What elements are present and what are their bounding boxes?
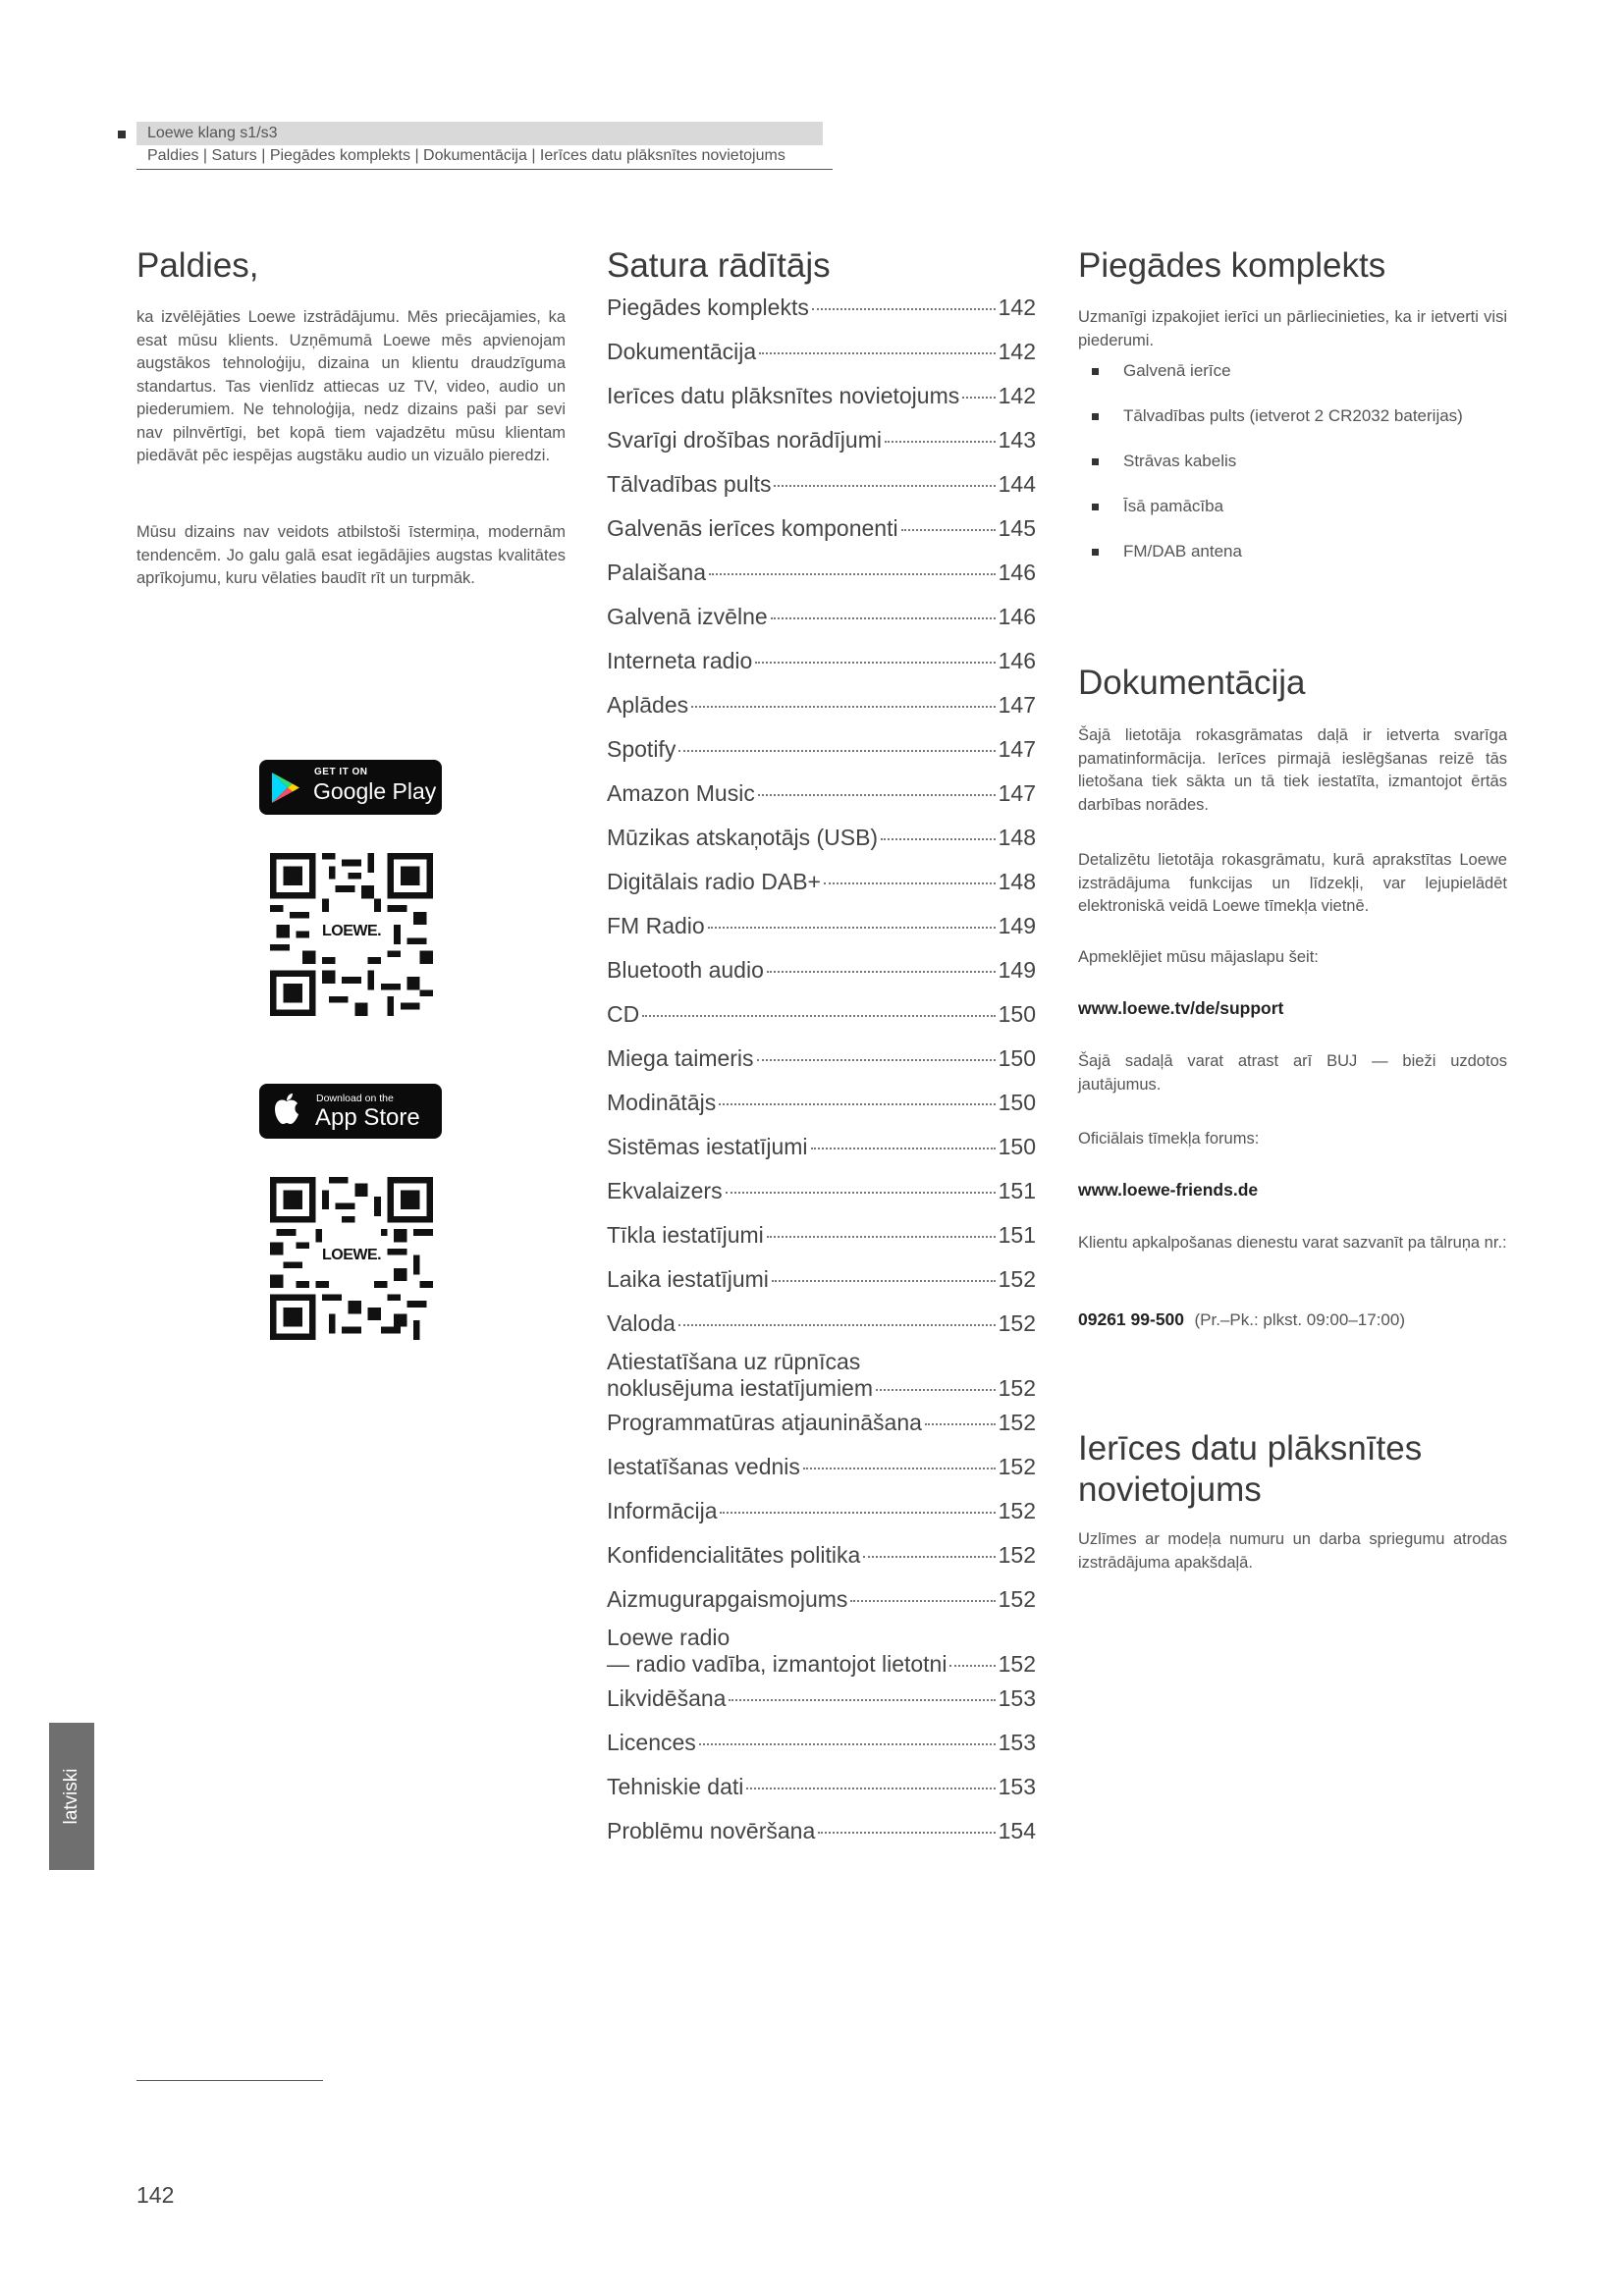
toc-leader-dots [962, 397, 995, 399]
toc-leader-dots [811, 1148, 996, 1149]
toc-item-label: Interneta radio [607, 648, 753, 673]
toc-leader-dots [767, 971, 996, 973]
toc-item[interactable] [607, 1625, 1036, 1678]
phone-number: 09261 99-500 [1078, 1309, 1185, 1329]
toc-item-label: CD [607, 1001, 640, 1027]
toc-item-page: 152 [998, 1498, 1036, 1523]
docs-paragraph-4: Šajā sadaļā varat atrast arī BUJ — bieži uzdotos jautājumus. [1078, 1052, 1507, 1094]
toc-item-page: 142 [998, 294, 1036, 320]
toc-item-label: Licences [607, 1730, 696, 1755]
toc-item-page: 148 [998, 869, 1036, 894]
toc-item-label: FM Radio [607, 913, 705, 938]
docs-paragraph-3: Apmeklējiet mūsu mājaslapu šeit: [1078, 948, 1319, 966]
qr-logo-1: LOEWE. [322, 923, 382, 939]
toc-item-page: 152 [998, 1651, 1036, 1677]
toc-leader-dots [758, 794, 996, 796]
toc-item-page: 146 [998, 648, 1036, 673]
toc-item-label: Aizmugurapgaismojums [607, 1586, 848, 1612]
toc-leader-dots [885, 441, 996, 443]
toc-item-label: noklusējuma iestatījumiem [607, 1375, 874, 1401]
toc-item-page: 153 [998, 1730, 1036, 1755]
google-play-label: Google Play [313, 778, 437, 804]
toc-item-label: Programmatūras atjaunināšana [607, 1410, 922, 1435]
toc-item-label: Galvenās ierīces komponenti [607, 515, 898, 541]
toc-leader-dots [755, 662, 995, 664]
plate-heading: Ierīces datu plāksnītes novietojums [1078, 1429, 1423, 1509]
app-store-label: App Store [315, 1104, 420, 1131]
toc-item[interactable] [607, 869, 1036, 895]
toc-item-label: Tālvadības pults [607, 471, 772, 497]
toc-item-page: 148 [998, 825, 1036, 850]
toc-item[interactable] [607, 1818, 1036, 1844]
toc-item-label: Miega taimeris [607, 1045, 754, 1071]
toc-item[interactable] [607, 1498, 1036, 1524]
toc-item-page: 150 [998, 1090, 1036, 1115]
docs-paragraph-5: Oficiālais tīmekļa forums: [1078, 1130, 1260, 1148]
toc-leader-dots [691, 706, 996, 708]
delivery-list [1078, 361, 1463, 587]
toc-item-page: 152 [998, 1310, 1036, 1336]
toc-item-label: Galvenā izvēlne [607, 604, 768, 629]
toc-leader-dots [863, 1556, 995, 1558]
toc-item-page: 152 [998, 1266, 1036, 1292]
toc-item-page: 151 [998, 1222, 1036, 1248]
toc-item-page: 143 [998, 427, 1036, 453]
toc-item[interactable] [607, 1774, 1036, 1800]
toc-item-label: Digitālais radio DAB+ [607, 869, 821, 894]
toc-item[interactable] [607, 1178, 1036, 1204]
toc-item-label: Tehniskie dati [607, 1774, 744, 1799]
toc-item-page: 142 [998, 383, 1036, 408]
breadcrumb: Paldies | Saturs | Piegādes komplekts | Dokumentācija | Ierīces datu plāksnītes novietojums [147, 147, 785, 164]
toc-item-page: 144 [998, 471, 1036, 497]
toc-item-page: 152 [998, 1410, 1036, 1435]
toc-item-label: Mūzikas atskaņotājs (USB) [607, 825, 879, 850]
toc-leader-dots [759, 352, 995, 354]
app-store-badge[interactable] [259, 1084, 442, 1139]
toc-item[interactable] [607, 294, 1036, 321]
toc-item[interactable] [607, 1045, 1036, 1072]
toc-item-label: Ierīces datu plāksnītes novietojums [607, 383, 960, 408]
thanks-paragraph-1: ka izvēlējāties Loewe izstrādājumu. Mēs priecājamies, ka esat mūsu klients. Uzņēmumā Loewe mēs apvienojam augstākos tehnoloģiju, dizaina un klientu draudzīguma standartus. Tas vienlīdz attiecas uz TV, video, audio un piederumiem. Ne tehnoloģija, nedz dizains paši par sevi nav pilnvērtīgi, bet kopā tiem vajadzētu mūsu klientam piedāvāt pēc iespējas augstāku audio un vizuālo pieredzi. [136, 308, 566, 464]
toc-leader-dots [850, 1600, 995, 1602]
toc-item-page: 152 [998, 1375, 1036, 1401]
toc-item[interactable] [607, 780, 1036, 807]
toc-item-label: Valoda [607, 1310, 676, 1336]
toc-item[interactable] [607, 1310, 1036, 1337]
toc-item[interactable] [607, 1349, 1036, 1402]
google-play-badge[interactable] [259, 760, 442, 815]
toc-item-label: Svarīgi drošības norādījumi [607, 427, 882, 453]
toc-item[interactable] [607, 383, 1036, 409]
toc-item[interactable] [607, 1134, 1036, 1160]
toc-item-label-line1: Atiestatīšana uz rūpnīcas [607, 1349, 861, 1374]
toc-item-label: Informācija [607, 1498, 718, 1523]
page-number: 142 [136, 2182, 175, 2208]
phone-hours: (Pr.–Pk.: plkst. 09:00–17:00) [1194, 1310, 1405, 1329]
toc-item-label: Sistēmas iestatījumi [607, 1134, 808, 1159]
list-item: Tālvadības pults (ietverot 2 CR2032 baterijas) [1078, 406, 1463, 452]
toc-leader-dots [767, 1236, 996, 1238]
list-item: Galvenā ierīce [1078, 361, 1463, 406]
toc-leader-dots [678, 750, 995, 752]
toc-item[interactable] [607, 736, 1036, 763]
toc-item[interactable] [607, 1454, 1036, 1480]
toc-item-page: 147 [998, 780, 1036, 806]
toc-item-label: Konfidencialitātes politika [607, 1542, 861, 1568]
docs-paragraph-2: Detalizētu lietotāja rokasgrāmatu, kurā aprakstītas Loewe izstrādājuma funkcijas un līdzekļi, var lejupielādēt elektroniskā veidā Loewe tīmekļa vietnē. [1078, 851, 1507, 915]
thanks-paragraph-2: Mūsu dizains nav veidots atbilstoši īstermiņa, modernām tendencēm. Jo galu galā esat iegādājies augstas kvalitātes aprīkojumu, kuru vēlaties baudīt rīt un turpmāk. [136, 523, 566, 587]
support-link[interactable]: www.loewe.tv/de/support [1078, 998, 1284, 1018]
toc-item[interactable] [607, 1266, 1036, 1293]
toc-item[interactable] [607, 1542, 1036, 1569]
toc-leader-dots [746, 1788, 995, 1789]
list-item: Īsā pamācība [1078, 497, 1463, 542]
language-tab [49, 1723, 94, 1870]
toc-item[interactable] [607, 427, 1036, 454]
toc-item-page: 152 [998, 1542, 1036, 1568]
toc-item-page: 145 [998, 515, 1036, 541]
toc-leader-dots [803, 1468, 996, 1469]
toc-item-page: 142 [998, 339, 1036, 364]
toc-item[interactable] [607, 648, 1036, 674]
toc-leader-dots [678, 1324, 996, 1326]
toc-leader-dots [642, 1015, 995, 1017]
toc-item-label: — radio vadība, izmantojot lietotni [607, 1651, 947, 1677]
toc-item-page: 152 [998, 1454, 1036, 1479]
apple-icon [273, 1093, 300, 1126]
toc-item-label: Iestatīšanas vednis [607, 1454, 800, 1479]
toc-item-label: Modinātājs [607, 1090, 717, 1115]
toc-item-label: Bluetooth audio [607, 957, 764, 983]
toc-item-page: 153 [998, 1685, 1036, 1711]
toc-item-page: 146 [998, 604, 1036, 629]
toc-item-label: Ekvalaizers [607, 1178, 723, 1203]
toc-leader-dots [719, 1103, 995, 1105]
toc-item[interactable] [607, 1222, 1036, 1249]
toc-leader-dots [881, 838, 996, 840]
toc-item-page: 153 [998, 1774, 1036, 1799]
docs-paragraph-1: Šajā lietotāja rokasgrāmatas daļā ir ietverta svarīga pamatinformācija. Ierīces pirmajā ieslēgšanas reizē tās lietošana tiek sākta un tā tiek iestatīta, izmantojot ērtās darbības norādes. [1078, 726, 1507, 814]
toc-item-label: Spotify [607, 736, 677, 762]
toc-item[interactable] [607, 957, 1036, 984]
toc-leader-dots [720, 1512, 995, 1514]
docs-heading: Dokumentācija [1078, 664, 1306, 702]
toc-item-label: Tīkla iestatījumi [607, 1222, 764, 1248]
google-play-icon [271, 772, 300, 804]
toc-leader-dots [729, 1699, 995, 1701]
toc-item-page: 151 [998, 1178, 1036, 1203]
app-store-small: Download on the [316, 1093, 394, 1104]
delivery-intro: Uzmanīgi izpakojiet ierīci un pārliecinieties, ka ir ietverti visi piederumi. [1078, 308, 1507, 349]
toc-item[interactable] [607, 1730, 1036, 1756]
toc-item[interactable] [607, 692, 1036, 719]
toc-item[interactable] [607, 339, 1036, 365]
thanks-heading: Paldies, [136, 246, 259, 285]
toc-item[interactable] [607, 1586, 1036, 1613]
toc-item-label: Piegādes komplekts [607, 294, 809, 320]
toc-item[interactable] [607, 1685, 1036, 1712]
toc-item[interactable] [607, 1001, 1036, 1028]
toc-leader-dots [726, 1192, 996, 1194]
toc-leader-dots [812, 308, 996, 310]
toc-item-label-line1: Loewe radio [607, 1625, 731, 1650]
toc-leader-dots [818, 1832, 995, 1834]
toc-leader-dots [824, 882, 996, 884]
toc-item-page: 152 [998, 1586, 1036, 1612]
toc-leader-dots [708, 927, 996, 929]
toc-item-label: Dokumentācija [607, 339, 757, 364]
qr-logo-2: LOEWE. [322, 1247, 382, 1263]
toc-leader-dots [699, 1743, 996, 1745]
toc-item[interactable] [607, 515, 1036, 542]
toc-heading: Satura rādītājs [607, 246, 831, 285]
toc-item-page: 146 [998, 560, 1036, 585]
toc-item-page: 150 [998, 1045, 1036, 1071]
toc-item[interactable] [607, 825, 1036, 851]
header-title: Loewe klang s1/s3 [147, 125, 278, 141]
toc-item[interactable] [607, 604, 1036, 630]
toc-leader-dots [925, 1423, 996, 1425]
toc-leader-dots [772, 1280, 996, 1282]
language-tab-label: latviski [61, 1768, 81, 1825]
list-item: Strāvas kabelis [1078, 452, 1463, 497]
plate-text: Uzlīmes ar modeļa numuru un darba spriegumu atrodas izstrādājuma apakšdaļā. [1078, 1530, 1507, 1572]
toc-item[interactable] [607, 1090, 1036, 1116]
toc-item-page: 150 [998, 1134, 1036, 1159]
toc-item-page: 150 [998, 1001, 1036, 1027]
toc-item-label: Problēmu novēršana [607, 1818, 816, 1843]
toc-leader-dots [757, 1059, 996, 1061]
toc-leader-dots [876, 1389, 996, 1391]
toc-item-label: Amazon Music [607, 780, 755, 806]
toc-leader-dots [771, 617, 996, 619]
header-bullet [118, 131, 126, 138]
phone-line [1078, 1309, 1405, 1330]
forum-link[interactable]: www.loewe-friends.de [1078, 1180, 1259, 1200]
toc-item[interactable] [607, 1410, 1036, 1436]
toc-leader-dots [709, 573, 996, 575]
toc-leader-dots [949, 1665, 995, 1667]
toc-item-label: Likvidēšana [607, 1685, 727, 1711]
toc-item-page: 147 [998, 692, 1036, 718]
docs-paragraph-6: Klientu apkalpošanas dienestu varat sazvanīt pa tālruņa nr.: [1078, 1234, 1507, 1252]
toc-leader-dots [774, 485, 995, 487]
toc-item-page: 149 [998, 913, 1036, 938]
toc-item-page: 147 [998, 736, 1036, 762]
toc-item-page: 149 [998, 957, 1036, 983]
footer-rule [136, 2080, 323, 2081]
toc-leader-dots [901, 529, 996, 531]
toc-item[interactable] [607, 913, 1036, 939]
list-item: FM/DAB antena [1078, 542, 1463, 587]
toc-item-label: Aplādes [607, 692, 689, 718]
toc-item-label: Laika iestatījumi [607, 1266, 769, 1292]
toc-item[interactable] [607, 560, 1036, 586]
delivery-heading: Piegādes komplekts [1078, 246, 1386, 285]
toc-item[interactable] [607, 471, 1036, 498]
google-play-small: GET IT ON [314, 767, 368, 777]
toc-item-page: 154 [998, 1818, 1036, 1843]
toc-item-label: Palaišana [607, 560, 707, 585]
header-rule [136, 169, 833, 170]
